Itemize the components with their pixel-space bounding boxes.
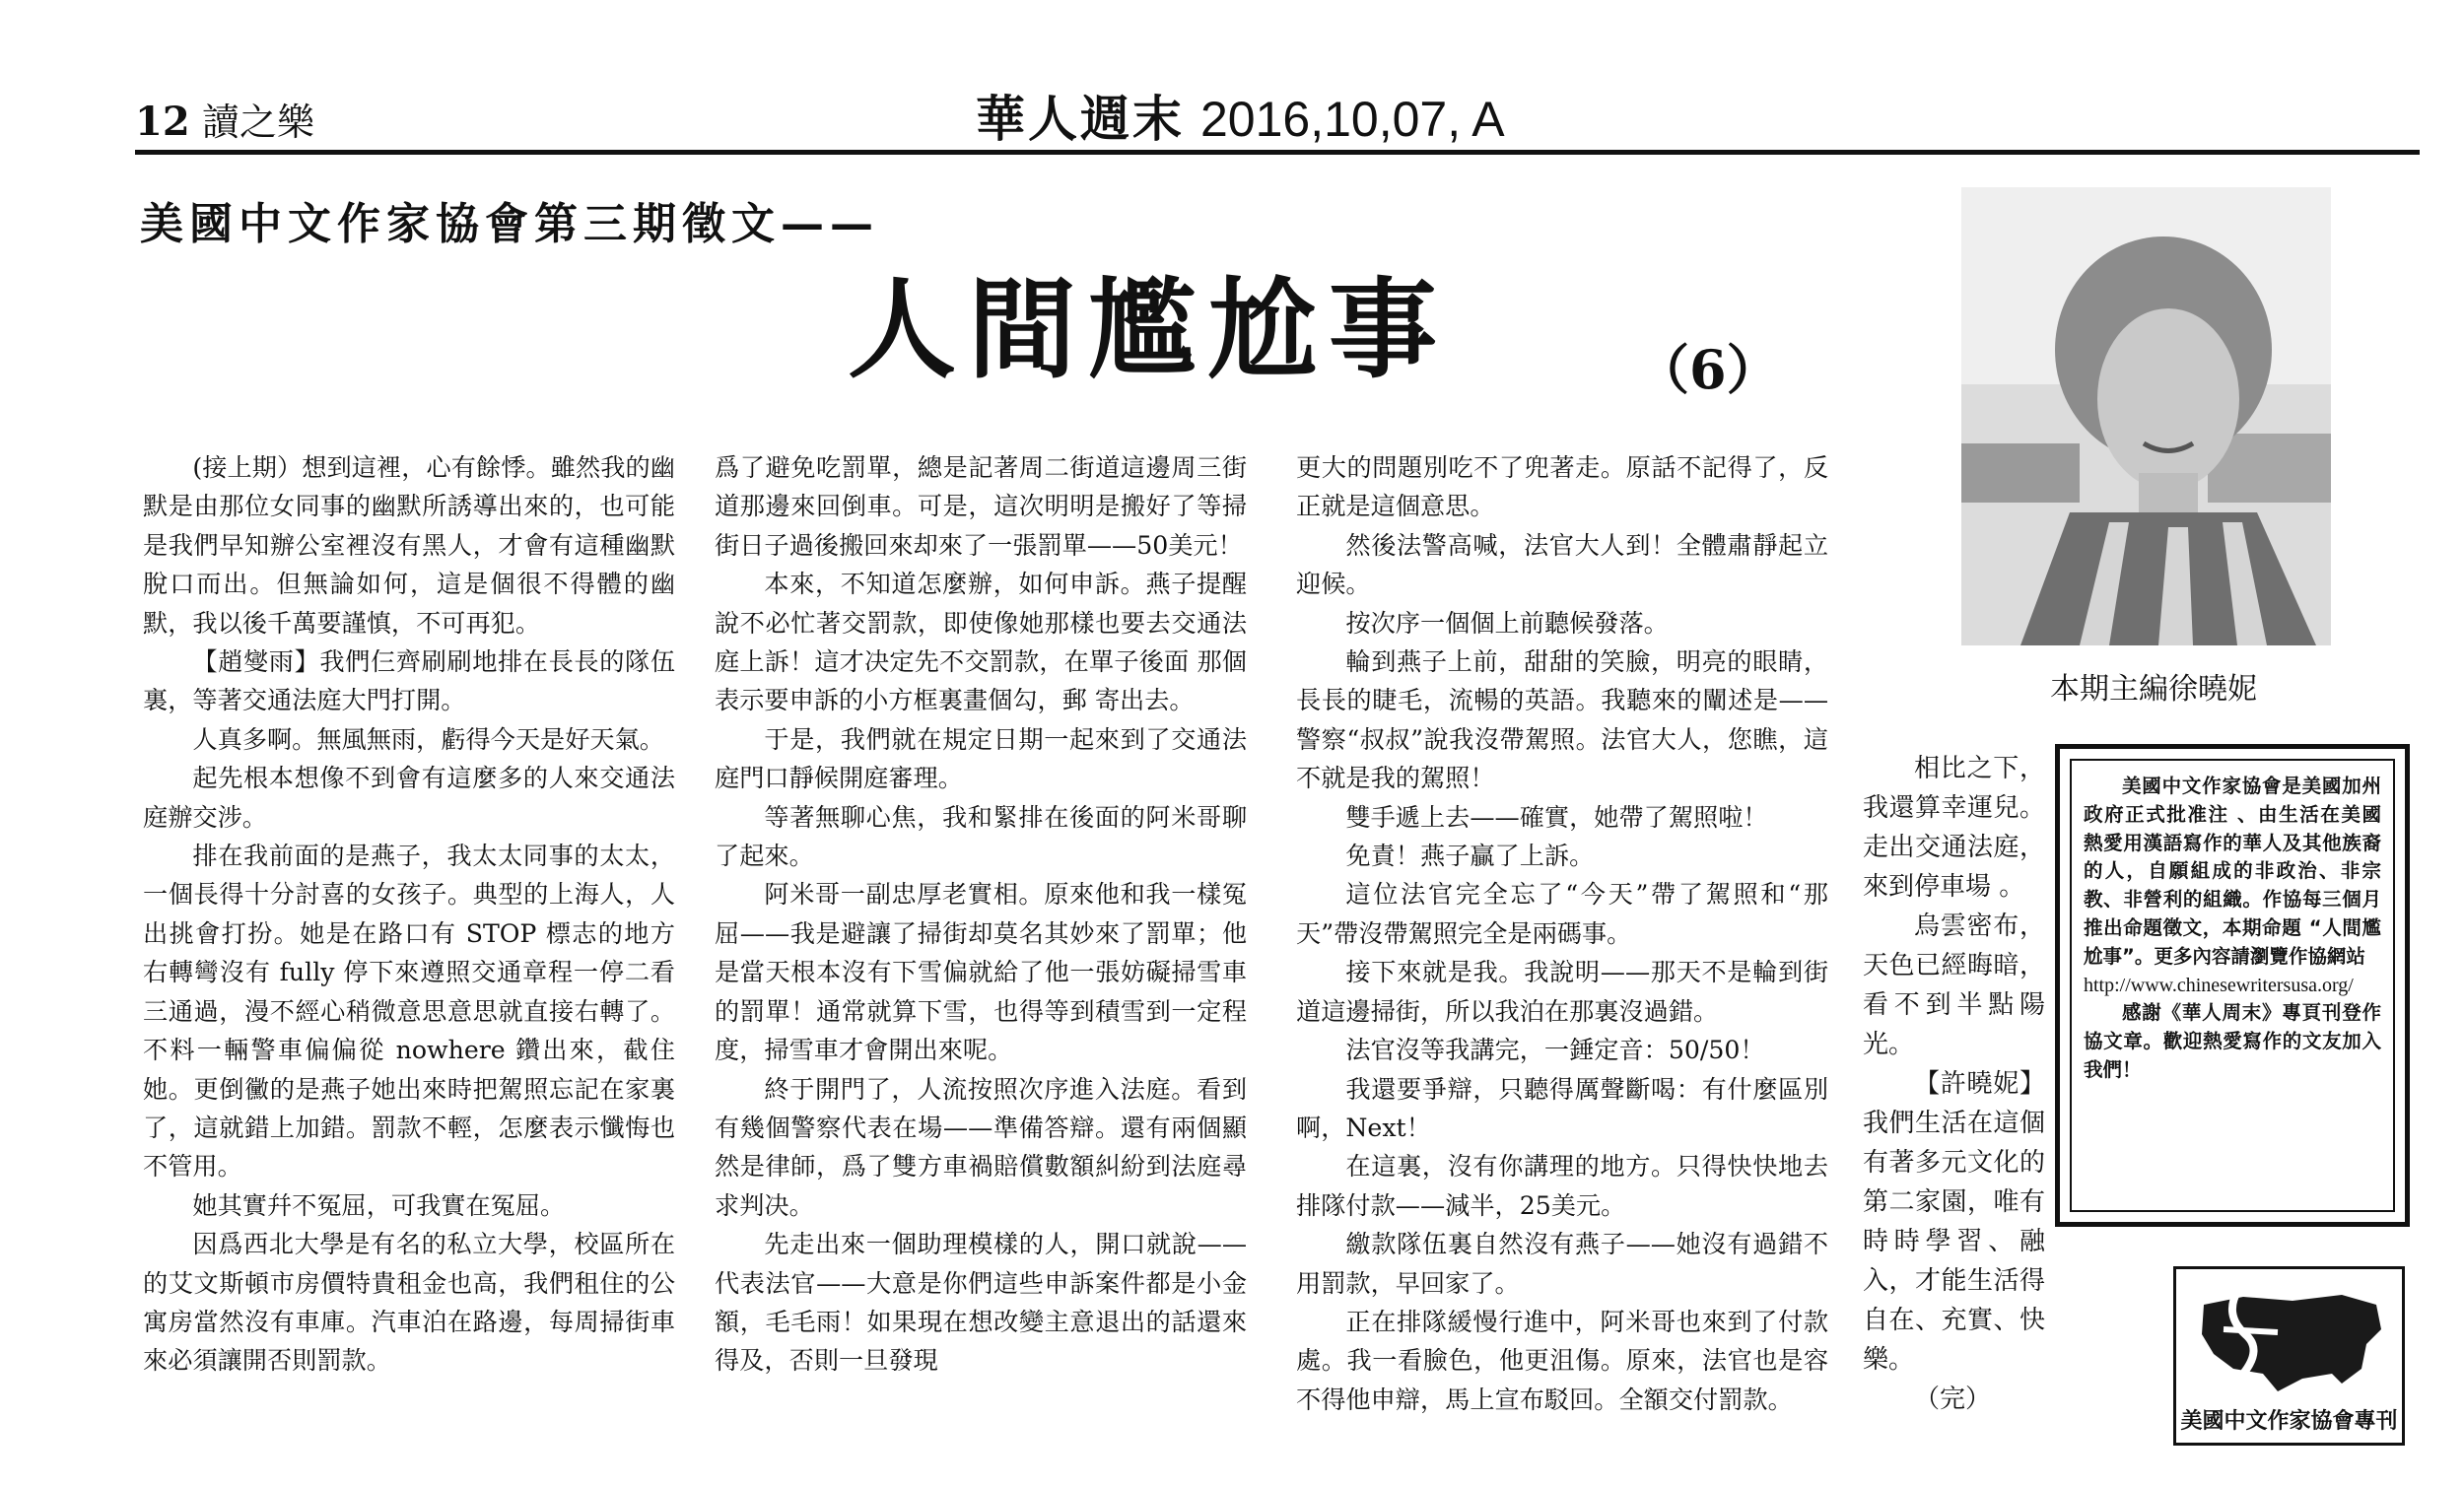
article-column-4 [1863, 749, 2045, 1419]
paragraph: 因爲西北大學是有名的私立大學，校區所在的艾文斯頓市房價特貴租金也高，我們租住的公寓房當然沒有車庫。汽車泊在路邊，每周掃街車來必須讓開否則罰款。 [143, 1230, 675, 1376]
paragraph: 阿米哥一副忠厚老實相。原來他和我一樣冤屈——我是避讓了掃街却莫名其妙來了罰單；他是當天根本沒有下雪偏就給了他一張妨礙掃雪車的罰單！通常就算下雪，也得等到積雪到一定程度，掃雪車才會開出來呢。 [715, 880, 1247, 1065]
paragraph: 先走出來一個助理模樣的人，開口就說——代表法官——大意是你們這些申訴案件都是小金額，毛毛雨！如果現在想改變主意退出的話還來得及，否則一旦發現 [715, 1230, 1247, 1376]
association-logo [2173, 1266, 2405, 1446]
part-number: （6） [1636, 338, 1780, 401]
paragraph: 相比之下，我還算幸運兒。走出交通法庭，來到停車場 。 [1863, 754, 2045, 902]
paragraph: 排在我前面的是燕子，我太太同事的太太，一個長得十分討喜的女孩子。典型的上海人，人出挑會打扮。她是在路口有 STOP 標志的地方右轉彎沒有 fully 停下來遵照交通章程一停二看三通過，漫不經心稍微意思意思就直接右轉了。不料一輛警車偏偏從 nowhere 鑽出來，截住她。更倒黴的是燕子她出來時把駕照忘記在家裏了，這就錯上加錯。罰款不輕，怎麼表示懺悔也不管用。 [143, 842, 675, 1182]
paragraph: 在這裏，沒有你講理的地方。只得快快地去排隊付款——減半，25美元。 [1296, 1152, 1828, 1220]
paragraph: 她其實幷不冤屈，可我實在冤屈。 [192, 1190, 566, 1220]
paragraph: 這位法官完全忘了“今天”帶了駕照和“那天”帶沒帶駕照完全是兩碼事。 [1296, 880, 1828, 948]
article-title: 人間尷尬事 [848, 267, 1449, 393]
photo-caption: 本期主編徐曉妮 [2050, 672, 2257, 707]
article-column-2 [715, 448, 1247, 1381]
logo-text: 美國中文作家協會專刊 [2180, 1409, 2398, 1434]
paragraph: 正在排隊緩慢行進中，阿米哥也來到了付款處。我一看臉色，他更沮傷。原來，法官也是容不得他申辯，馬上宣布駁回。全額交付罰款。 [1296, 1307, 1828, 1414]
paragraph: 輪到燕子上前，甜甜的笑臉，明亮的眼睛，長長的睫毛，流暢的英語。我聽來的闡述是——警察“叔叔”說我沒帶駕照。法官大人，您瞧，這不就是我的駕照！ [1296, 647, 1828, 793]
paragraph: 按次序一個個上前聽候發落。 [1345, 608, 1669, 638]
page-number: 12 [135, 99, 190, 145]
paragraph: 終于開門了，人流按照次序進入法庭。看到有幾個警察代表在場——準備答辯。還有兩個顯然是律師，爲了雙方車禍賠償數額糾紛到法庭尋求判决。 [715, 1074, 1247, 1220]
editor-photo [1961, 187, 2331, 645]
paragraph: 起先根本想像不到會有這麼多的人來交通法庭辦交涉。 [143, 764, 675, 832]
paragraph: 人真多啊。無風無雨，虧得今天是好天氣。 [192, 724, 664, 754]
paragraph: 于是，我們就在規定日期一起來到了交通法庭門口靜候開庭審理。 [715, 724, 1247, 793]
info-paragraph: 美國中文作家協會是美國加州政府正式批准注 、由生活在美國 熱愛用漢語寫作的華人及其他族裔的人，自願組成的非政治、非宗教、非營利的組織。作協每三個月推出命題徵文，本期命題 “人間尷尬事”。更多內容請瀏覽作協網站 [2084, 775, 2381, 968]
usa-map-icon [2184, 1275, 2396, 1401]
paragraph: 接下來就是我。我說明——那天不是輪到街道這邊掃街，所以我泊在那裏沒過錯。 [1296, 958, 1828, 1026]
paragraph: 雙手遞上去——確實，她帶了駕照啦！ [1345, 802, 1768, 832]
paragraph: 法官沒等我講完，一錘定音：50/50！ [1345, 1036, 1765, 1065]
publication-date: 2016,10,07, A [1200, 92, 1505, 147]
paragraph: 繳款隊伍裏自然沒有燕子——她沒有過錯不用罰款，早回家了。 [1296, 1230, 1828, 1298]
paragraph: （完） [1914, 1385, 1992, 1414]
series-title: 美國中文作家協會第三期徵文—— [140, 199, 879, 249]
paragraph: (接上期）想到這裡，心有餘悸。雖然我的幽默是由那位女同事的幽默所誘導出來的，也可能是我們早知辦公室裡沒有黑人，才會有這種幽默脫口而出。但無論如何，這是個很不得體的幽默，我以後千萬要謹慎，不可再犯。 [143, 453, 675, 638]
info-paragraph: 感謝《華人周末》專頁刊登作協文章。歡迎熱愛寫作的文友加入我們！ [2084, 1001, 2381, 1081]
article-column-1 [143, 448, 675, 1381]
section-name: 讀之樂 [202, 101, 315, 144]
paragraph: 烏雲密布，天色已經晦暗，看不到半點陽光。 [1863, 912, 2045, 1059]
paragraph: 等著無聊心焦，我和緊排在後面的阿米哥聊了起來。 [715, 802, 1247, 871]
paragraph: 然後法警高喊，法官大人到！全體肅靜起立迎候。 [1296, 530, 1828, 599]
paragraph: 本來，不知道怎麼辦，如何申訴。燕子提醒說不必忙著交罰款，即使像她那樣也要去交通法庭上訴！這才决定先不交罰款，在單子後面 那個表示要申訴的小方框裏畫個勾，郵 寄出去。 [715, 570, 1247, 715]
paragraph: 【許曉妮】我們生活在這個有著多元文化的第二家園，唯有時時學習、融入，才能生活得自在、充實、快樂。 [1863, 1069, 2045, 1375]
paragraph: 免責！燕子贏了上訴。 [1345, 842, 1595, 871]
masthead: 華人週末 [976, 91, 1185, 148]
info-url[interactable] [2084, 972, 2381, 1000]
paragraph: 更大的問題別吃不了兜著走。原話不記得了，反正就是這個意思。 [1296, 453, 1828, 521]
paragraph: 我還要爭辯，只聽得厲聲斷喝：有什麼區別啊，Next！ [1296, 1074, 1828, 1142]
paragraph: 爲了避免吃罰單，總是記著周二街道這邊周三街道那邊來回倒車。可是，這次明明是搬好了等掃街日子過後搬回來却來了一張罰單——50美元！ [715, 453, 1247, 560]
website-link[interactable]: http://www.chinesewritersusa.org/ [2084, 974, 2354, 996]
article-column-3 [1296, 448, 1828, 1419]
info-box [2070, 759, 2395, 1212]
paragraph: 【趙燮雨】我們仨齊刷刷地排在長長的隊伍裏，等著交通法庭大門打開。 [143, 647, 675, 715]
header-rule [135, 150, 2420, 155]
